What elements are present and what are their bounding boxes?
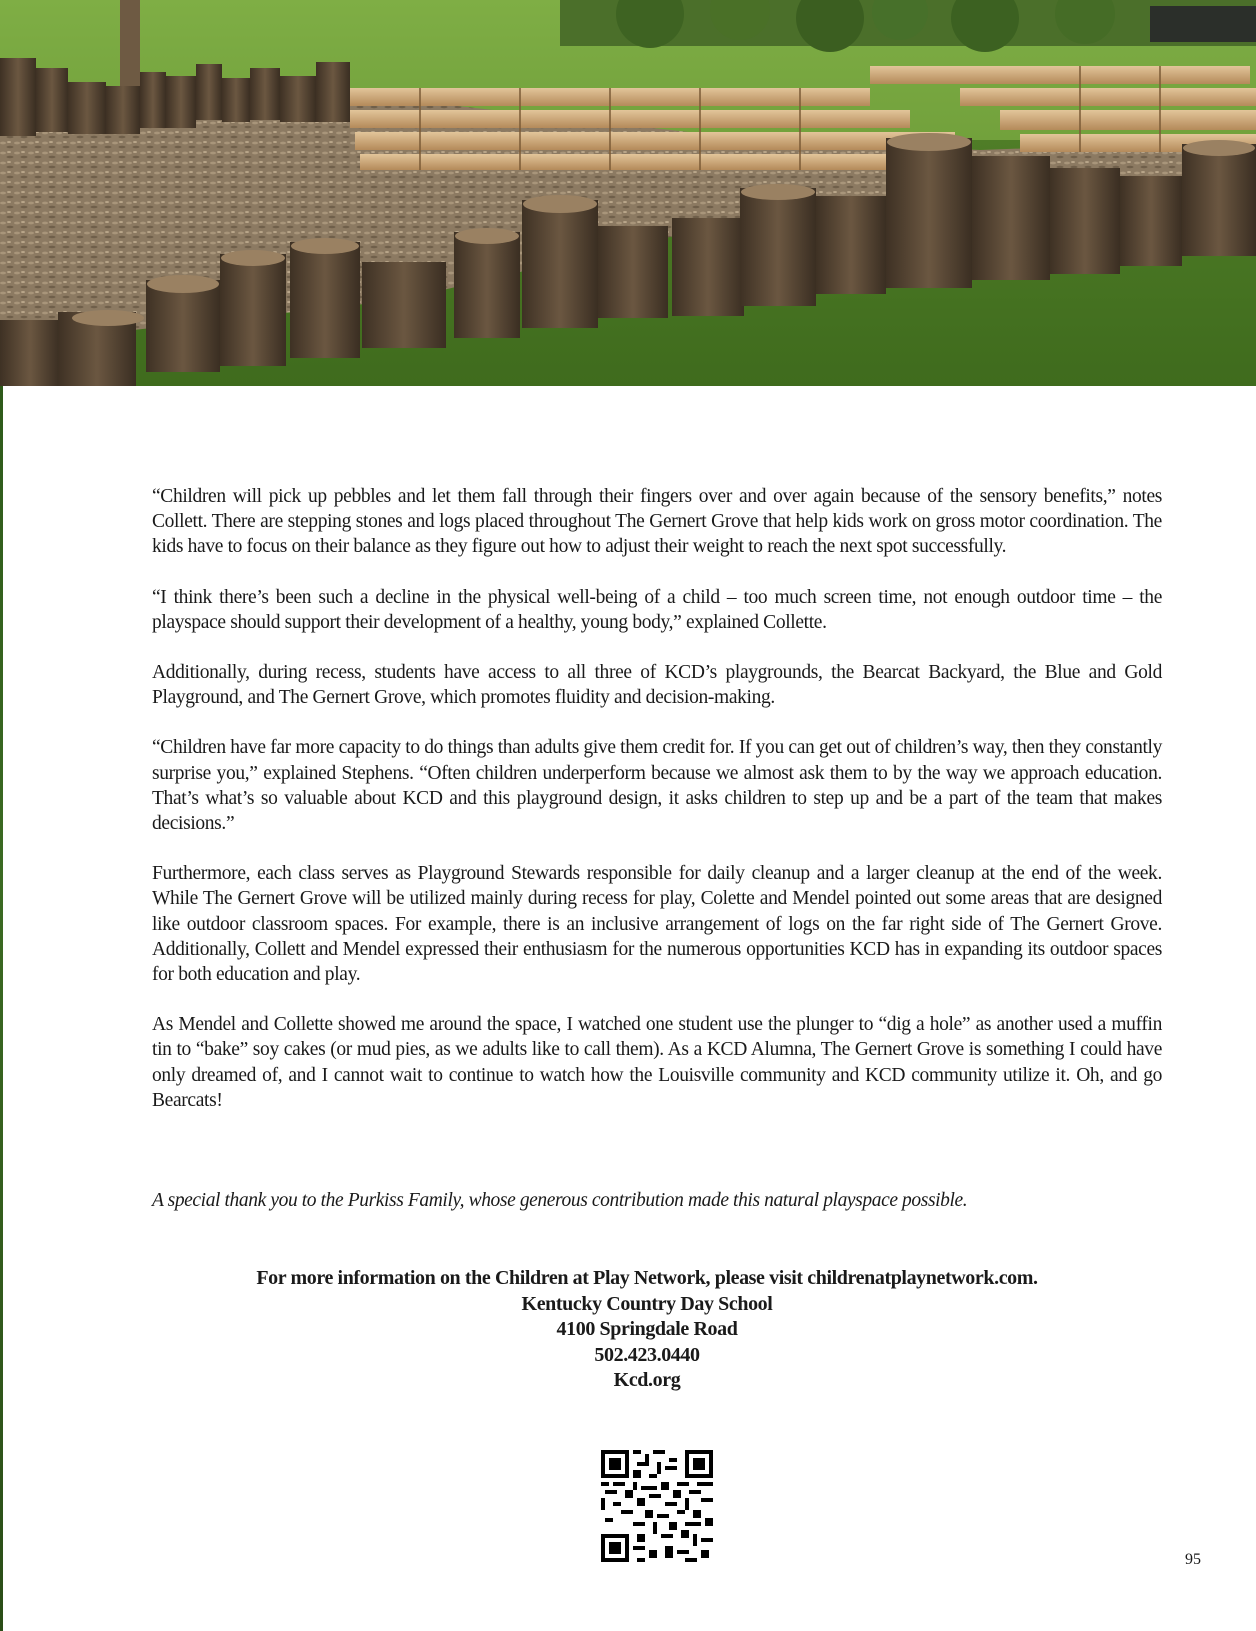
website: Kcd.org (613, 1369, 681, 1391)
school-address: 4100 Springdale Road (556, 1318, 738, 1340)
article-paragraph: As Mendel and Collette showed me around the space, I watched one student use the plunger to “dig a hole” as another used a muffin tin to “bake” soy cakes (or mud pies, as we adults like to call them). As a KCD Alumna, The Gernert Grove is something I could have only dreamed of, and I cannot wait to continue to watch how the Louisville community and KCD community utilize it. Oh, and go Bearcats! (152, 1014, 1162, 1111)
info-line: For more information on the Children at Play Network, please visit childrenatplaynetwork.com. (256, 1267, 1038, 1289)
article-body (152, 484, 1162, 1138)
phone-number: 502.423.0440 (594, 1343, 700, 1366)
article-paragraph: Additionally, during recess, students have access to all three of KCD’s playgrounds, the Bearcat Backyard, the Blue and Gold Playground, and The Gernert Grove, which promotes fluidity and decision-making. (152, 662, 1162, 709)
tree-line (560, 0, 1256, 52)
hero-photo (0, 0, 1256, 386)
article-paragraph: Furthermore, each class serves as Playground Stewards responsible for daily cleanup and a larger cleanup at the end of the week. While The Gernert Grove will be utilized mainly during recess for play, Colette and Mendel pointed out some areas that are designed like outdoor classroom spaces. For example, there is an inclusive arrangement of logs on the far right side of The Gernert Grove. Additionally, Collett and Mendel expressed their enthusiasm for the numerous opportunities KCD has in expanding its outdoor spaces for both education and play. (152, 863, 1162, 986)
article-paragraph: “Children will pick up pebbles and let them fall through their fingers over and over again because of the sensory benefits,” notes Collett. There are stepping stones and logs placed throughout The Gernert Grove that help kids work on gross motor coordination. The kids have to focus on their balance as they figure out how to adjust their weight to reach the next spot successfully. (152, 486, 1162, 558)
article-paragraph: “I think there’s been such a decline in the physical well-being of a child – too much screen time, not enough outdoor time – the playspace should support their development of a healthy, young body,” explained Collette. (152, 586, 1162, 633)
qr-code (601, 1450, 713, 1562)
left-edge-strip (0, 386, 3, 1631)
school-name: Kentucky Country Day School (521, 1292, 773, 1315)
contact-block (152, 1266, 1142, 1394)
article-paragraph: “Children have far more capacity to do things than adults give them credit for. If you can get out of children’s way, then they constantly surprise you,” explained Stephens. “Often children underperform because we almost ask them to by the way we approach education. That’s what’s so valuable about KCD and this playground design, it asks children to step up and be a part of the team that makes decisions.” (152, 737, 1162, 835)
page-number: 95 (1185, 1551, 1201, 1568)
thank-you-note: A special thank you to the Purkiss Family, whose generous contribution made this natural playspace possible. (152, 1190, 968, 1211)
